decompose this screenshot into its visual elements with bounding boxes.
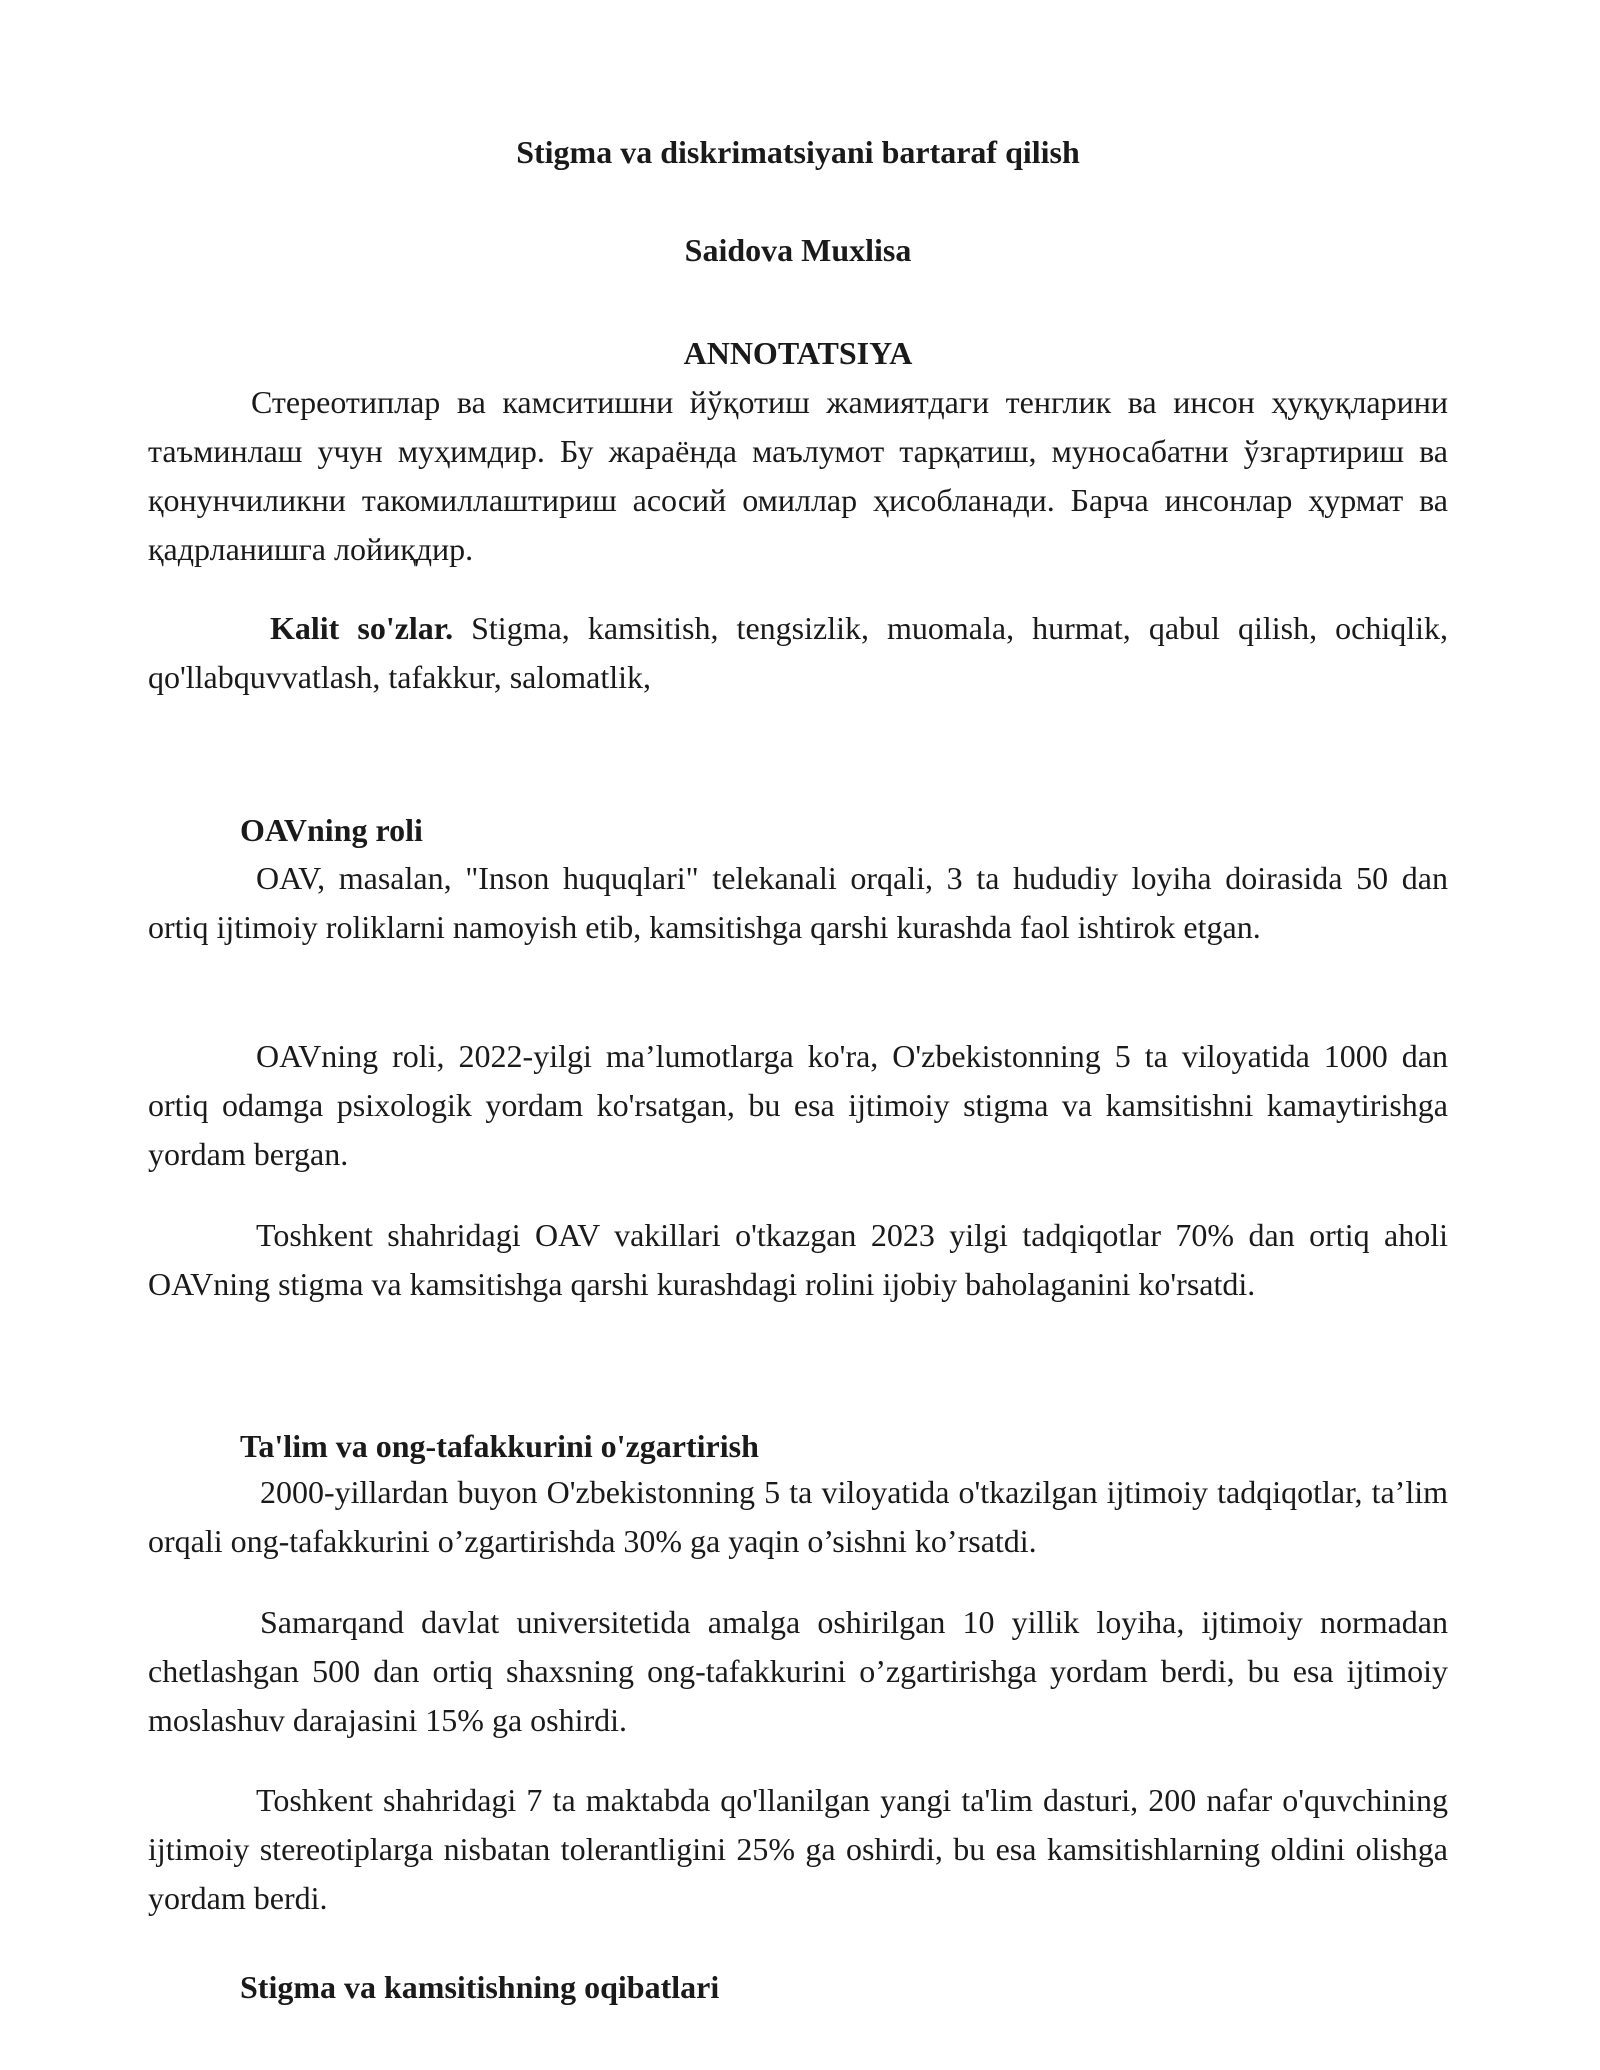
- section-paragraph: Samarqand davlat universitetida amalga oshirilgan 10 yillik loyiha, ijtimoiy normadan chetlashgan 500 dan ortiq shaxsning ong-tafakkurini o’zgartirishga yordam berdi, bu esa ijtimoiy moslashuv darajasini 15% ga oshirdi.: [148, 1604, 1448, 1738]
- section-paragraph: Toshkent shahridagi 7 ta maktabda qo'llanilgan yangi ta'lim dasturi, 200 nafar o'quvchining ijtimoiy stereotiplarga nisbatan tolerantligini 25% ga oshirdi, bu esa kamsitishlarning oldini olishga yordam berdi.: [148, 1782, 1448, 1916]
- author-name: Saidova Muxlisa: [684, 232, 912, 268]
- abstract-heading: ANNOTATSIYA: [683, 335, 913, 371]
- section-paragraph: Toshkent shahridagi OAV vakillari o'tkazgan 2023 yilgi tadqiqotlar 70% dan ortiq aholi OAVning stigma va kamsitishga qarshi kurashdagi rolini ijobiy baholaganini ko'rsatdi.: [148, 1217, 1448, 1302]
- section-paragraph: OAVning roli, 2022-yilgi ma’lumotlarga ko'ra, O'zbekistonning 5 ta viloyatida 1000 dan ortiq odamga psixologik yordam ko'rsatgan, bu esa ijtimoiy stigma va kamsitishni kamaytirishga yordam bergan.: [148, 1038, 1448, 1172]
- keywords-paragraph: [148, 604, 1448, 702]
- section-heading: Stigma va kamsitishning oqibatlari: [240, 1969, 720, 2005]
- section-heading: OAVning roli: [240, 812, 423, 848]
- section-paragraph: OAV, masalan, "Inson huquqlari" telekanali orqali, 3 ta hududiy loyiha doirasida 50 dan ortiq ijtimoiy roliklarni namoyish etib, kamsitishga qarshi kurashda faol ishtirok etgan.: [148, 860, 1448, 945]
- keywords-label: Kalit so'zlar.: [270, 610, 454, 646]
- keywords-text: Stigma, kamsitish, tengsizlik, muomala, hurmat, qabul qilish, ochiqlik, qo'llabquvvatlash, tafakkur, salomatlik,: [148, 610, 1449, 695]
- abstract-text: Стереотиплар ва камситишни йўқотиш жамиятдаги тенглик ва инсон ҳуқуқларини таъминлаш учун муҳимдир. Бу жараёнда маълумот тарқатиш, муносабатни ўзгартириш ва қонунчиликни такомиллаштириш асосий омиллар ҳисобланади. Барча инсонлар ҳурмат ва қадрланишга лойиқдир.: [148, 384, 1448, 567]
- section-heading: Ta'lim va ong-tafakkurini o'zgartirish: [240, 1428, 759, 1464]
- section-paragraph: 2000-yillardan buyon O'zbekistonning 5 ta viloyatida o'tkazilgan ijtimoiy tadqiqotlar, ta’lim orqali ong-tafakkurini o’zgartirishda 30% ga yaqin o’sishni ko’rsatdi.: [148, 1474, 1448, 1559]
- document-title: Stigma va diskrimatsiyani bartaraf qilish: [516, 134, 1080, 170]
